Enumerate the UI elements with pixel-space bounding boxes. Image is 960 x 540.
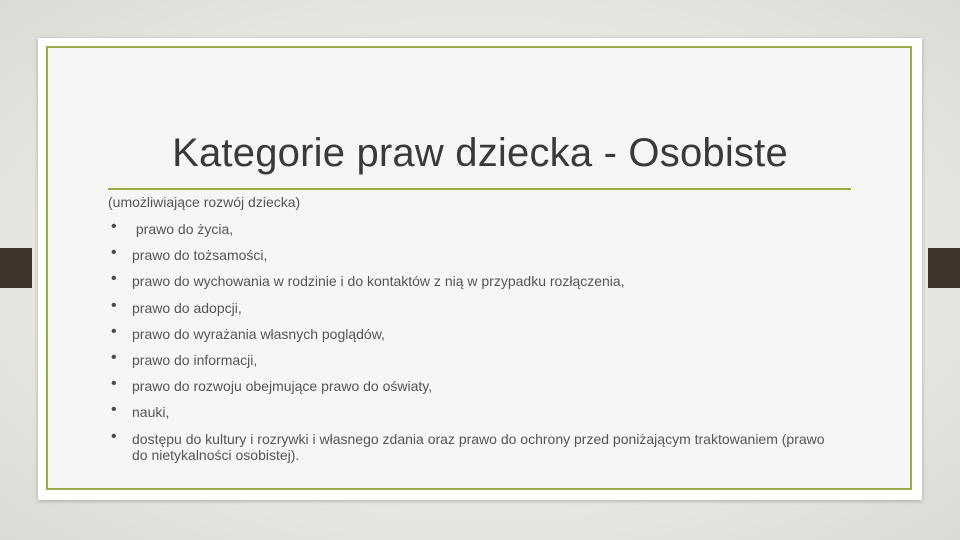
bullet-icon: • <box>111 348 117 366</box>
list-item <box>108 242 828 268</box>
right-side-tab <box>928 248 960 288</box>
list-item <box>108 216 828 242</box>
list-item <box>108 426 828 463</box>
bullet-icon: • <box>111 322 117 340</box>
list-item-text: prawo do adopcji, <box>132 299 242 316</box>
list-item <box>108 295 828 321</box>
list-item <box>108 321 828 347</box>
bullet-icon: • <box>111 296 117 314</box>
list-item <box>108 268 828 294</box>
list-item-text: prawo do rozwoju obejmujące prawo do oświaty, <box>132 378 433 395</box>
bullet-icon: • <box>111 270 117 288</box>
list-item-text: dostępu do kultury i rozrywki i własnego zdania oraz prawo do ochrony przed poniżającym traktowaniem (prawo do nietykalności osobistej). <box>132 430 825 463</box>
list-item <box>108 373 828 399</box>
bullet-icon: • <box>111 401 117 419</box>
list-item-text: prawo do wychowania w rodzinie i do kontaktów z nią w przypadku rozłączenia, <box>132 273 625 290</box>
rights-list <box>108 216 828 463</box>
bullet-icon: • <box>111 244 117 262</box>
list-item-text: prawo do informacji, <box>132 351 258 368</box>
list-item-text: prawo do wyrażania własnych poglądów, <box>132 325 385 342</box>
bullet-icon: • <box>111 218 117 235</box>
bullet-icon: • <box>111 427 117 445</box>
list-item <box>108 347 828 373</box>
bullet-icon: • <box>111 375 117 393</box>
list-item-text: prawo do życia, <box>132 221 234 237</box>
list-item-text: prawo do tożsamości, <box>132 247 268 264</box>
slide-subtitle: (umożliwiające rozwój dziecka) <box>108 194 301 210</box>
title-divider <box>108 188 851 190</box>
slide-title: Kategorie praw dziecka - Osobiste <box>172 130 788 175</box>
list-item-text: nauki, <box>132 404 170 421</box>
list-item <box>108 399 828 425</box>
left-side-tab <box>0 248 32 288</box>
